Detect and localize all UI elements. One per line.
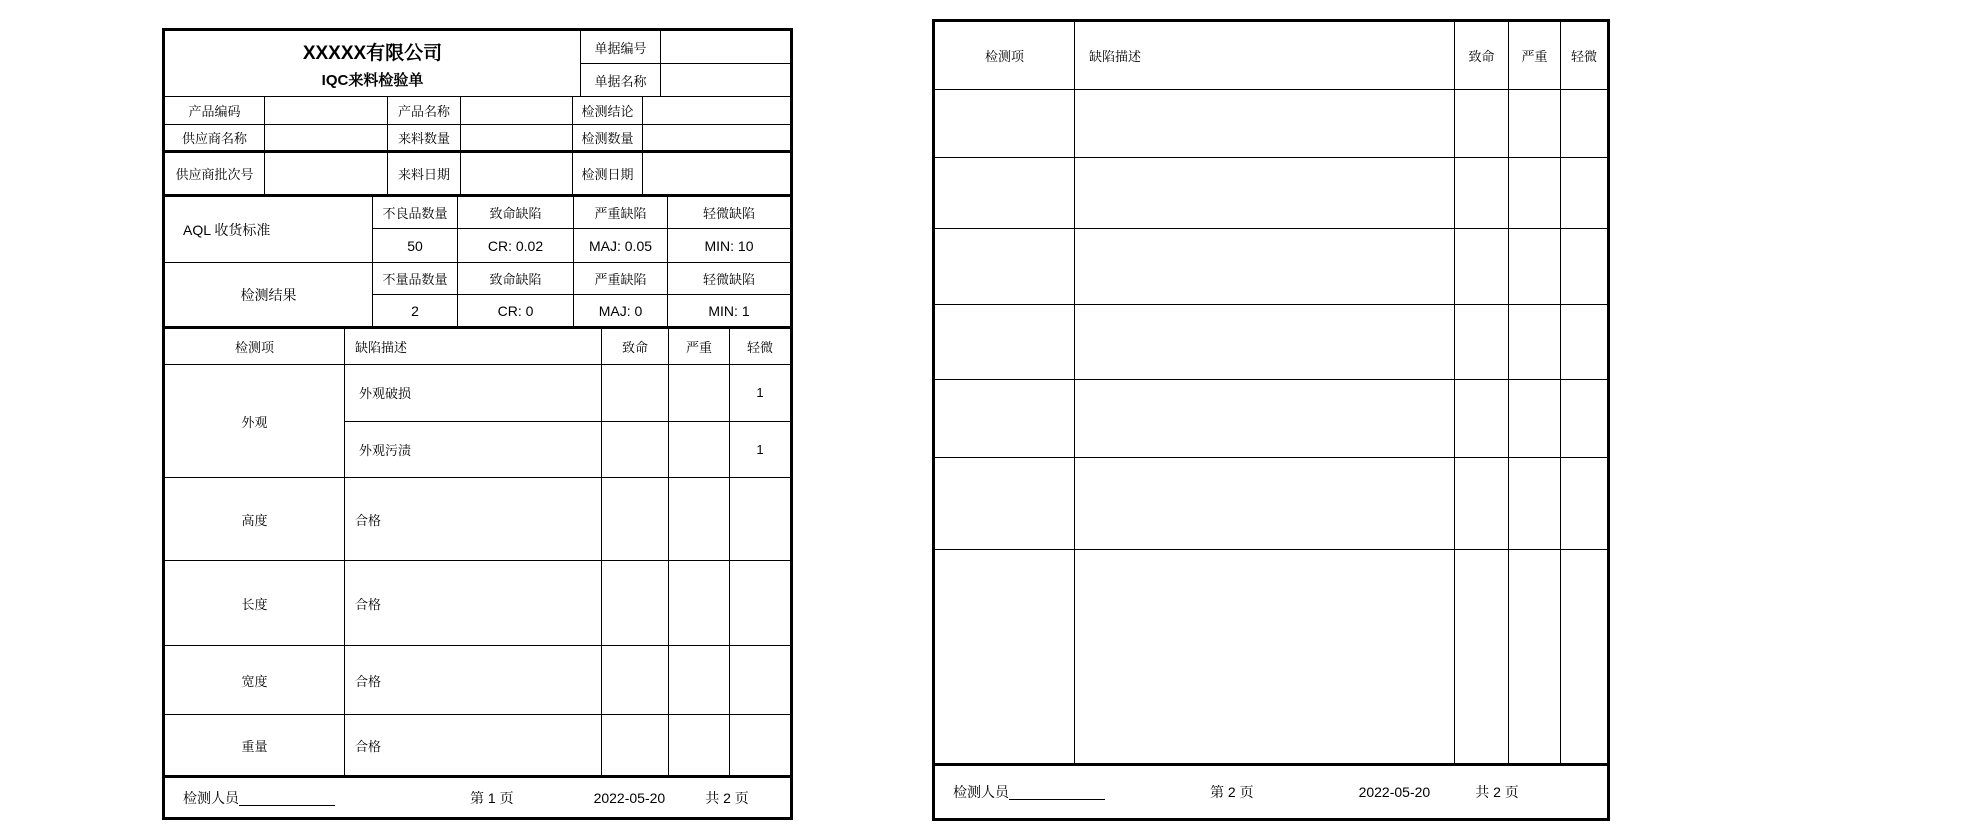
detail-row-width — [165, 646, 790, 715]
defect-desc: 合格 — [345, 478, 602, 560]
defect-desc — [1075, 458, 1455, 549]
aql-critical-value: CR: 0.02 — [487, 237, 544, 254]
critical-count — [602, 561, 669, 645]
detail-item: 重量 — [165, 715, 345, 775]
detail-item — [935, 458, 1075, 549]
field-label-inspect-date: 检测日期 — [573, 153, 643, 194]
field-label-incoming-date: 来料日期 — [388, 153, 461, 194]
detail-header-critical: 致命 — [602, 329, 669, 364]
detail-group-appearance — [165, 365, 790, 478]
defect-desc — [1075, 550, 1455, 763]
empty-detail-row — [935, 458, 1607, 550]
empty-detail-row — [935, 380, 1607, 458]
page-number: 第 2 页 — [1210, 784, 1254, 800]
major-count — [669, 715, 730, 775]
doc-name-value — [661, 64, 790, 96]
empty-detail-row — [935, 550, 1607, 763]
field-value-incoming-qty — [461, 125, 573, 150]
detail-header-item: 检测项 — [935, 22, 1075, 89]
detail-table-header — [165, 329, 790, 365]
defect-desc — [1075, 158, 1455, 228]
field-value-inspect-qty — [643, 125, 790, 150]
field-label-supplier-batch: 供应商批次号 — [165, 153, 265, 194]
minor-count — [1561, 380, 1607, 457]
result-defective-qty-value: 2 — [411, 302, 419, 319]
detail-item — [935, 158, 1075, 228]
detail-item — [935, 380, 1075, 457]
defect-desc: 合格 — [345, 715, 602, 775]
detail-row-appearance-stain — [345, 422, 790, 478]
field-value-supplier-name — [265, 125, 388, 150]
field-label-product-name: 产品名称 — [388, 97, 461, 124]
minor-count: 1 — [756, 441, 764, 457]
minor-count — [1561, 305, 1607, 379]
field-label-supplier-name: 供应商名称 — [165, 125, 265, 150]
iqc-form-page-1 — [162, 28, 793, 820]
result-section — [165, 263, 790, 329]
detail-header-major: 严重 — [1509, 22, 1561, 89]
minor-count — [730, 646, 790, 714]
major-count — [669, 422, 730, 478]
detail-header-critical: 致命 — [1455, 22, 1509, 89]
detail-row-weight — [165, 715, 790, 775]
field-label-incoming-qty: 来料数量 — [388, 125, 461, 150]
aql-col-major — [574, 197, 668, 262]
minor-count — [730, 715, 790, 775]
empty-detail-row — [935, 90, 1607, 158]
batch-row — [165, 153, 790, 197]
aql-minor-value: MIN: 10 — [704, 237, 754, 254]
aql-section-title: AQL 收货标准 — [165, 197, 373, 262]
defect-desc: 合格 — [345, 646, 602, 714]
result-col-critical — [458, 263, 574, 326]
doc-info-box — [581, 31, 790, 96]
minor-count — [730, 478, 790, 560]
page-number: 第 1 页 — [470, 789, 514, 806]
detail-item: 长度 — [165, 561, 345, 645]
critical-count — [602, 715, 669, 775]
detail-item: 宽度 — [165, 646, 345, 714]
doc-no-label: 单据编号 — [581, 31, 661, 63]
result-col-major — [574, 263, 668, 326]
critical-count — [602, 422, 669, 478]
defect-desc — [1075, 90, 1455, 157]
aql-col-critical — [458, 197, 574, 262]
detail-row-appearance-damage — [345, 365, 790, 422]
empty-detail-row — [935, 305, 1607, 380]
field-value-inspect-date — [643, 153, 790, 194]
detail-header-minor: 轻微 — [1570, 49, 1597, 64]
inspector-label: 检测人员 — [183, 789, 239, 806]
detail-item — [935, 229, 1075, 304]
aql-critical-label: 致命缺陷 — [458, 197, 573, 229]
minor-count — [1561, 158, 1607, 228]
field-value-product-code — [265, 97, 388, 124]
result-critical-value: CR: 0 — [497, 302, 534, 319]
info-row-1 — [165, 97, 790, 125]
critical-count — [1455, 229, 1509, 304]
detail-item — [935, 550, 1075, 763]
defect-desc — [1075, 380, 1455, 457]
critical-count — [1455, 550, 1509, 763]
total-pages: 共 2 页 — [705, 789, 749, 806]
result-section-title: 检测结果 — [165, 263, 373, 326]
title-cell — [165, 31, 581, 96]
critical-count — [602, 478, 669, 560]
aql-col-defective-qty — [373, 197, 458, 262]
critical-count — [1455, 380, 1509, 457]
inspector-signature-line — [1009, 784, 1105, 800]
detail-row-length — [165, 561, 790, 646]
major-count — [1509, 305, 1561, 379]
defect-desc: 合格 — [345, 561, 602, 645]
inspector-signature-line — [239, 790, 335, 806]
major-count — [1509, 550, 1561, 763]
iqc-form-page-2 — [932, 19, 1610, 821]
critical-count — [602, 365, 669, 421]
page1-footer — [165, 775, 790, 817]
minor-count — [1561, 229, 1607, 304]
critical-count — [1455, 90, 1509, 157]
field-label-product-code: 产品编码 — [165, 97, 265, 124]
major-count — [1509, 90, 1561, 157]
aql-col-minor — [668, 197, 790, 262]
critical-count — [602, 646, 669, 714]
major-count — [1509, 458, 1561, 549]
major-count — [669, 478, 730, 560]
doc-no-row — [581, 31, 790, 64]
footer-date: 2022-05-20 — [593, 789, 666, 806]
result-major-value: MAJ: 0 — [598, 302, 643, 319]
detail-header-item: 检测项 — [165, 329, 345, 364]
appearance-subrows — [345, 365, 790, 477]
aql-minor-label: 轻微缺陷 — [668, 197, 790, 229]
result-minor-value: MIN: 1 — [708, 302, 750, 319]
info-row-2 — [165, 125, 790, 153]
total-pages: 共 2 页 — [1475, 784, 1519, 800]
doc-no-value — [661, 31, 790, 63]
major-count — [1509, 229, 1561, 304]
defect-desc — [1075, 229, 1455, 304]
field-value-supplier-batch — [265, 153, 388, 194]
major-count — [669, 561, 730, 645]
detail-header-desc: 缺陷描述 — [1075, 22, 1455, 89]
form-title: IQC来料检验单 — [321, 71, 424, 89]
doc-name-label: 单据名称 — [581, 64, 661, 96]
critical-count — [1455, 458, 1509, 549]
detail-item — [935, 90, 1075, 157]
page2-table-header — [935, 22, 1607, 90]
footer-date: 2022-05-20 — [1358, 784, 1431, 800]
aql-defective-qty-value: 50 — [407, 237, 423, 254]
result-critical-label: 致命缺陷 — [458, 263, 573, 295]
detail-row-height — [165, 478, 790, 561]
major-count — [1509, 380, 1561, 457]
major-count — [669, 365, 730, 421]
defect-desc — [1075, 305, 1455, 379]
defect-desc: 外观污渍 — [345, 422, 602, 478]
field-value-product-name — [461, 97, 573, 124]
empty-detail-row — [935, 229, 1607, 305]
detail-header-major: 严重 — [669, 329, 730, 364]
defect-desc: 外观破损 — [345, 365, 602, 421]
result-col-defective-qty — [373, 263, 458, 326]
page1-header — [165, 31, 790, 97]
minor-count — [730, 561, 790, 645]
critical-count — [1455, 158, 1509, 228]
critical-count — [1455, 305, 1509, 379]
detail-item — [935, 305, 1075, 379]
field-label-inspect-qty: 检测数量 — [573, 125, 643, 150]
minor-count — [1561, 90, 1607, 157]
detail-item: 高度 — [165, 478, 345, 560]
field-value-incoming-date — [461, 153, 573, 194]
aql-defective-qty-label: 不良品数量 — [373, 197, 457, 229]
inspector-label: 检测人员 — [953, 784, 1009, 800]
field-label-inspect-conclusion: 检测结论 — [573, 97, 643, 124]
minor-count — [1561, 458, 1607, 549]
detail-item-appearance: 外观 — [165, 365, 345, 477]
minor-count — [1561, 550, 1607, 763]
result-major-label: 严重缺陷 — [574, 263, 667, 295]
empty-detail-row — [935, 158, 1607, 229]
detail-header-desc: 缺陷描述 — [345, 329, 602, 364]
aql-section — [165, 197, 790, 263]
major-count — [669, 646, 730, 714]
aql-major-value: MAJ: 0.05 — [588, 237, 653, 254]
field-value-inspect-conclusion — [643, 97, 790, 124]
aql-major-label: 严重缺陷 — [574, 197, 667, 229]
doc-name-row — [581, 64, 790, 96]
result-defective-qty-label: 不量品数量 — [373, 263, 457, 295]
company-name: XXXXX有限公司 — [302, 42, 443, 64]
result-minor-label: 轻微缺陷 — [668, 263, 790, 295]
detail-header-minor: 轻微 — [746, 340, 773, 355]
page2-footer — [935, 763, 1607, 818]
result-col-minor — [668, 263, 790, 326]
minor-count: 1 — [756, 385, 764, 401]
major-count — [1509, 158, 1561, 228]
